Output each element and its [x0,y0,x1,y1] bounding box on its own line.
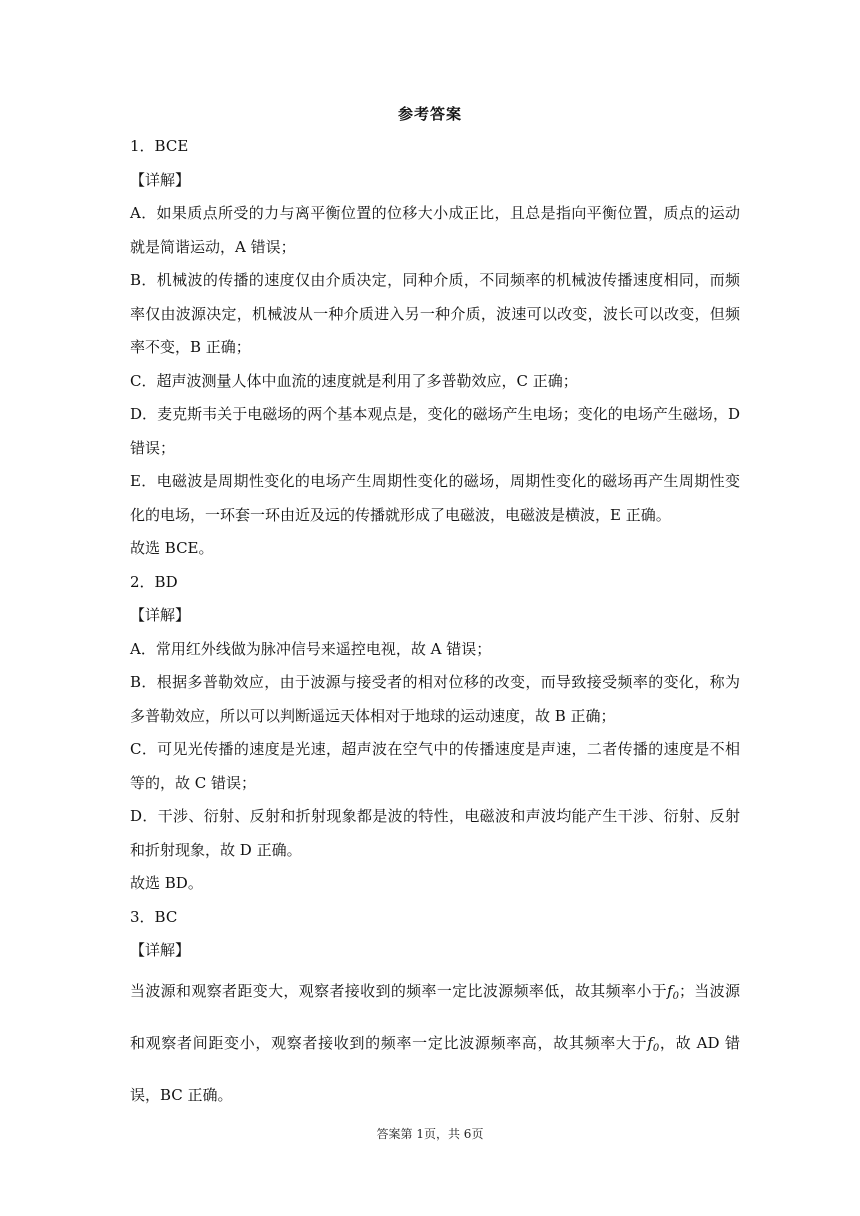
page-footer: 答案第 1页，共 6页 [376,1127,484,1141]
answer-content [130,130,740,1118]
page-title: 参考答案 [397,105,462,123]
q1-option-d: D．麦克斯韦关于电磁场的两个基本观点是，变化的磁场产生电场；变化的电场产生磁场，D 错误； [130,405,740,457]
q2-heading: 2．BD [130,572,178,591]
q1-option-a: A．如果质点所受的力与离平衡位置的位移大小成正比，且总是指向平衡位置，质点的运动就是简谐运动，A 错误； [130,204,740,256]
q2-option-d: D．干涉、衍射、反射和折射现象都是波的特性，电磁波和声波均能产生干涉、衍射、反射和折射现象，故 D 正确。 [130,807,740,859]
q1-option-e: E．电磁波是周期性变化的电场产生周期性变化的磁场，周期性变化的磁场再产生周期性变化的电场，一环套一环由近及远的传播就形成了电磁波，电磁波是横波，E 正确。 [130,472,740,524]
q2-option-b: B．根据多普勒效应，由于波源与接受者的相对位移的改变，而导致接受频率的变化，称为多普勒效应，所以可以判断遥远天体相对于地球的运动速度，故 B 正确； [130,673,740,725]
q2-detail-label: 【详解】 [130,606,191,624]
zero-subscript: 0 [652,1042,660,1054]
f0-symbol [647,1034,659,1052]
q3-text-part2: ；当波源和观察者间距变小，观察者接收到的频率一定比波源频率高，故其频率大于 [130,981,740,1052]
q3-heading: 3．BC [130,907,178,926]
q1-detail-label: 【详解】 [130,170,191,189]
q3-explanation [130,968,740,1118]
f0-symbol [667,982,679,1000]
q2-option-a: A．常用红外线做为脉冲信号来遥控电视，故 A 错误； [130,639,492,658]
q3-text-part3: ，故 AD 错误，BC 正确。 [130,1033,740,1104]
q2-conclusion: 故选 BD。 [130,874,203,892]
q3-detail-label: 【详解】 [130,941,191,959]
q1-heading: 1．BCE [130,137,189,155]
q1-conclusion: 故选 BCE。 [130,539,214,557]
f-letter: f [647,1033,653,1052]
f-letter: f [667,981,673,1000]
q1-option-b: B．机械波的传播的速度仅由介质决定，同种介质，不同频率的机械波传播速度相同，而频率仅由波源决定，机械波从一种介质进入另一种介质，波速可以改变，波长可以改变，但频率不变，B 正确； [130,271,740,356]
zero-subscript: 0 [672,990,679,1002]
q3-text-part1: 当波源和观察者距变大，观察者接收到的频率一定比波源频率低，故其频率小于 [130,981,668,1000]
q1-option-c: C．超声波测量人体中血流的速度就是利用了多普勒效应，C 正确； [130,371,578,390]
q2-option-c: C．可见光传播的速度是光速，超声波在空气中的传播速度是声速，二者传播的速度是不相等的，故 C 错误； [130,740,740,792]
